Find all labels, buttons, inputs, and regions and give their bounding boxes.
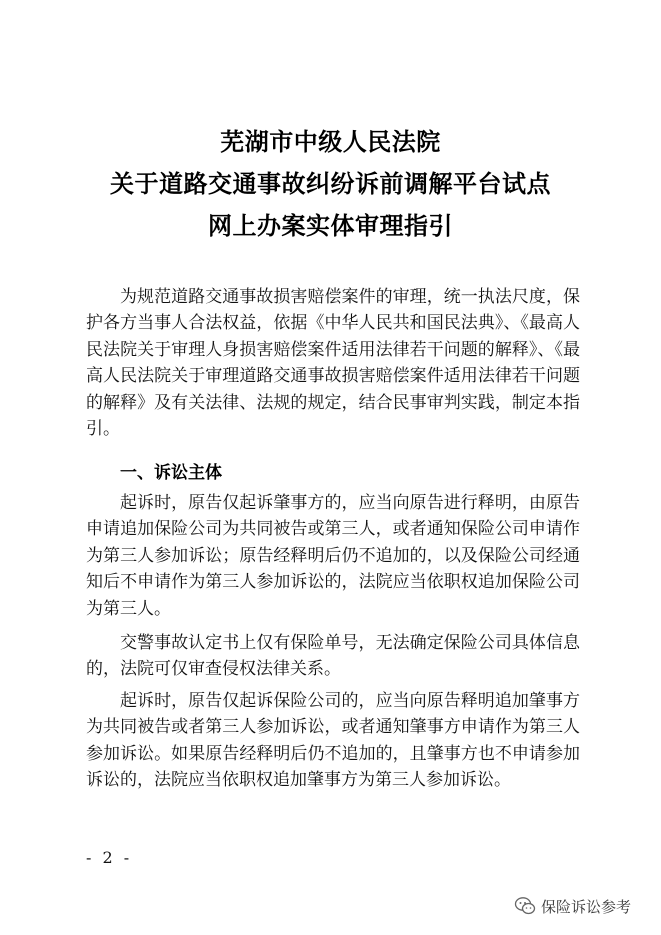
page-number: - 2 - bbox=[86, 848, 133, 867]
wechat-icon bbox=[514, 895, 536, 917]
intro-paragraph: 为规范道路交通事故损害赔偿案件的审理，统一执法尺度，保护各方当事人合法权益，依据《中华人民共和国民法典》、《最高人民法院关于审理人身损害赔偿案件适用法律若干问题的解释》、《最高人民法院关于审理道路交通事故损害赔偿案件适用法律若干问题的解释》及有关法律、法规的规定，结合民事审判实践，制定本指引。 bbox=[86, 287, 580, 440]
paragraph-1: 起诉时，原告仅起诉肇事方的，应当向原告进行释明，由原告申请追加保险公司为共同被告或第三人，或者通知保险公司申请作为第三人参加诉讼；原告经释明后仍不追加的，以及保险公司经通知后不申请作为第三人参加诉讼的，法院应当依职权追加保险公司为第三人。 bbox=[86, 493, 580, 619]
document-title-line-3: 网上办案实体审理指引 bbox=[208, 211, 453, 240]
paragraph-2: 交警事故认定书上仅有保险单号，无法确定保险公司具体信息的，法院可仅审查侵权法律关系。 bbox=[86, 633, 580, 680]
watermark bbox=[514, 895, 631, 917]
document-title-line-1: 芜湖市中级人民法院 bbox=[220, 127, 441, 156]
document-title-line-2: 关于道路交通事故纠纷诉前调解平台试点 bbox=[110, 169, 551, 198]
watermark-text: 保险诉讼参考 bbox=[541, 897, 632, 916]
section-heading: 一、诉讼主体 bbox=[120, 463, 222, 483]
paragraph-3: 起诉时，原告仅起诉保险公司的，应当向原告释明追加肇事方为共同被告或者第三人参加诉讼，或者通知肇事方申请作为第三人参加诉讼。如果原告经释明后仍不追加的，且肇事方也不申请参加诉讼的，法院应当依职权追加肇事方为第三人参加诉讼。 bbox=[86, 691, 580, 791]
